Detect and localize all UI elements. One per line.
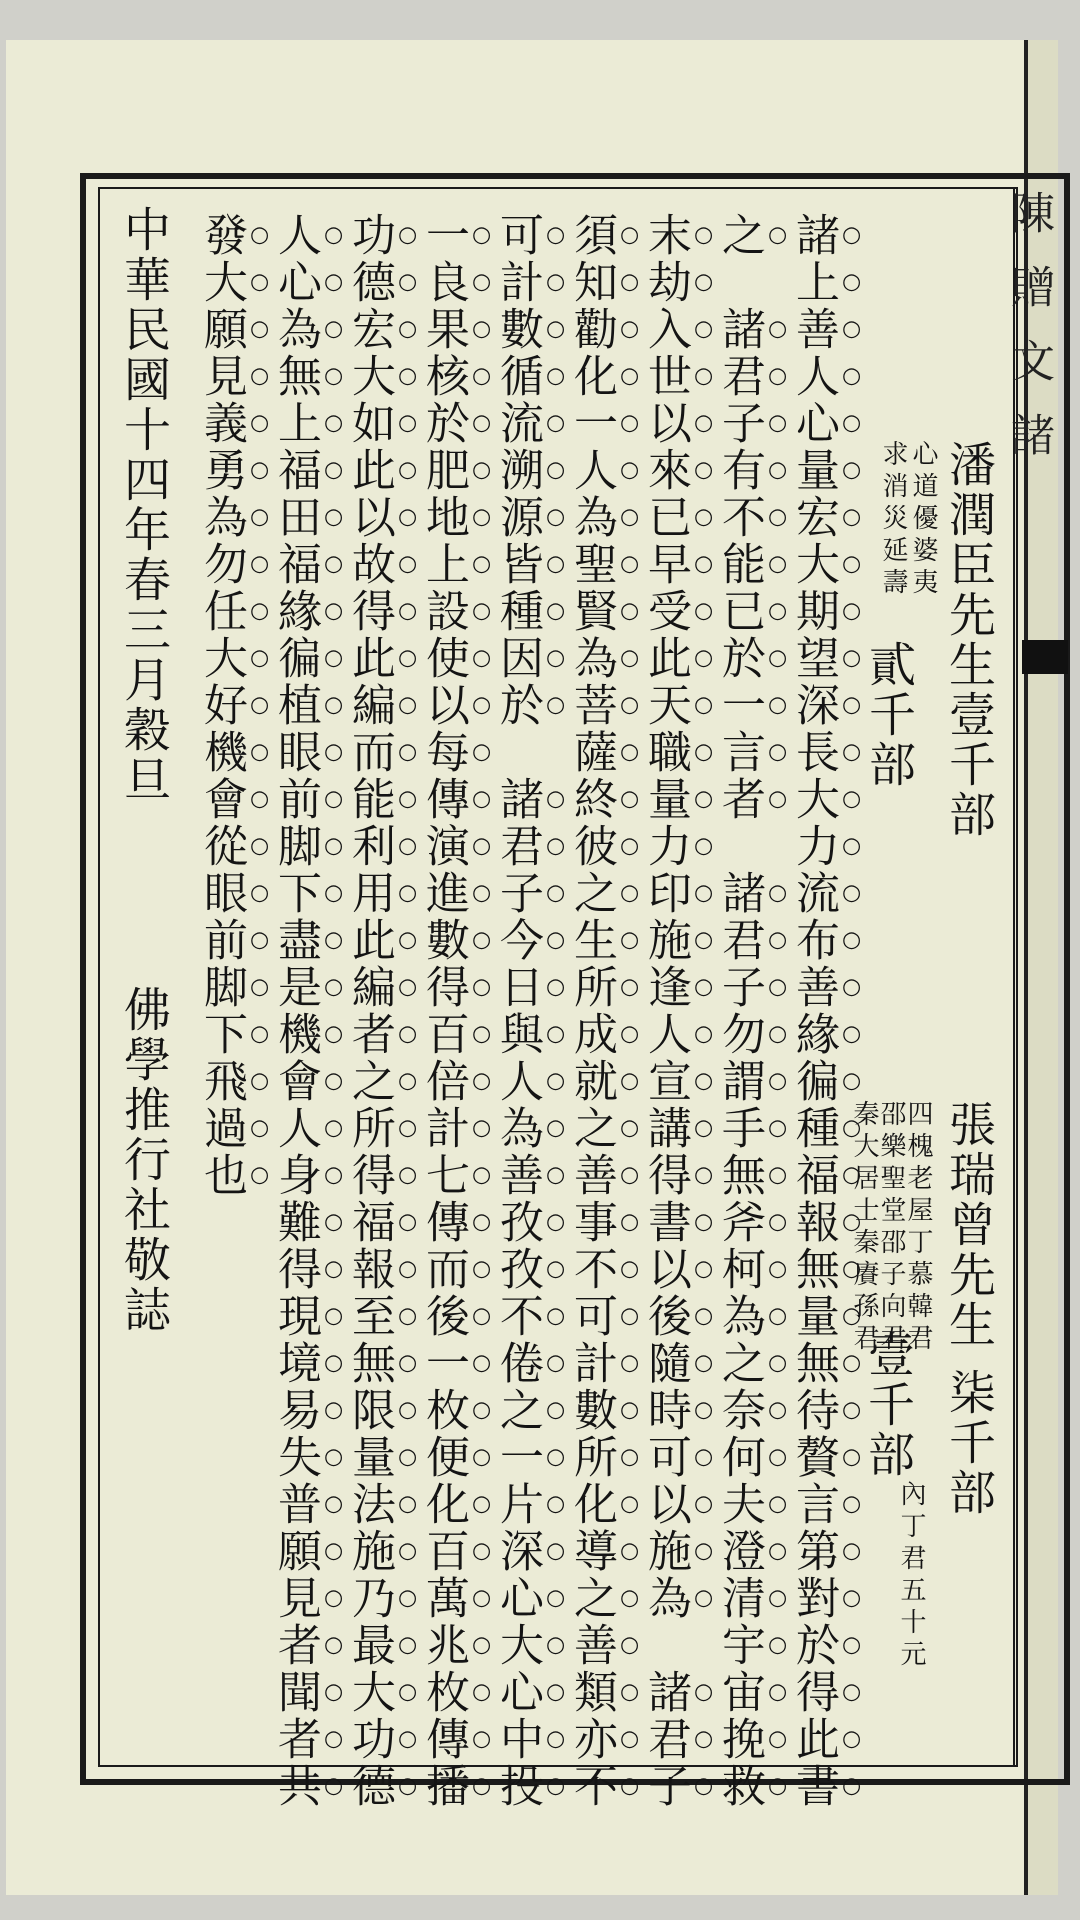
donor-zhang-extra: 內丁君五十元 <box>896 1480 926 1672</box>
donor-zhang-note-a: 四槐老屋丁慕韓君 <box>903 1100 933 1356</box>
donor-zhang-note-b: 邵樂聖堂邵子向君 <box>876 1100 906 1356</box>
body-column: 功德宏大如此以故得此編而能利用此編者之所得福報至無限量法施乃最大功德 <box>344 212 395 1810</box>
body-column: 之 諸君子有不能已於一言者 諸君子勿謂手無斧柯為之奈何夫澄清宇宙挽救 <box>714 212 765 1810</box>
donor-pan-title: 潘潤臣先生壹千部 <box>941 440 996 840</box>
donor-pan-note-b: 求消災延壽 <box>878 440 908 600</box>
body-column: 發大願見義勇為勿任大好機會從眼前脚下飛過也 <box>196 212 247 1199</box>
donor-zhang-note-c: 秦大居士秦賡孫君 <box>849 1100 879 1356</box>
donor-zhang-title: 張瑞曾先生 柒千部 <box>941 1100 996 1518</box>
body-column: 人心為無上福田福緣徧植眼前脚下盡是機會人身難得現境易失普願見者聞者共 <box>270 212 321 1810</box>
page-header: 陳贈文諸 <box>1003 190 1054 486</box>
date-line: 中華民國十四年春三月穀旦 <box>116 205 171 805</box>
header-black-mark <box>1022 640 1068 674</box>
signature: 佛學推行社敬誌 <box>116 985 171 1335</box>
body-column: 末劫入世以來已早受此天職量力印施逢人宣講得書以後隨時可以施為 諸君子 <box>640 212 691 1810</box>
body-column: 須知勸化一人為聖賢為菩薩終彼之生所成就之善事不可計數所化導之善類亦不 <box>566 212 617 1810</box>
body-column: 諸上善人心量宏大期望深長大力流布善緣徧種福報無量無待贅言第對於得此書 <box>788 212 839 1810</box>
donor-zhang-amount: 壹千部 <box>860 1330 915 1480</box>
body-column: 可計數循流溯源皆種因於 諸君子今日與人為善孜孜不倦之一片深心大心中投 <box>492 212 543 1810</box>
body-column: 一良果核於肥地上設使以每傳演進數得百倍計七傳而後一枚便化百萬兆枚傳播 <box>418 212 469 1810</box>
donor-pan-note-a: 心道優婆夷 <box>908 440 938 600</box>
donor-pan-amount: 貳千部 <box>861 640 916 790</box>
